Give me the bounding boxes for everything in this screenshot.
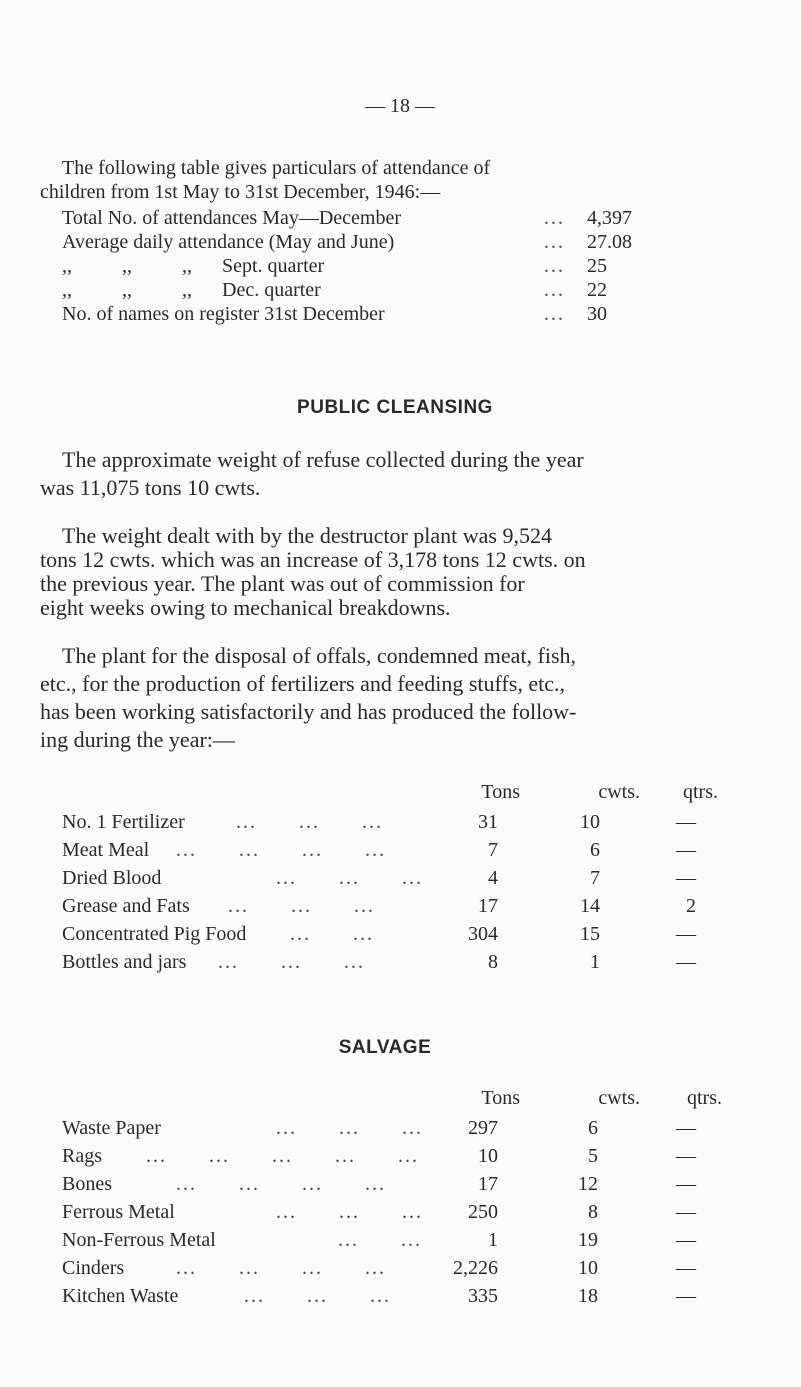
leader-dots: ... ... ... [228, 895, 375, 917]
attendance-intro-line1: The following table gives particulars of attendance of [62, 157, 491, 179]
leader-dots: ... ... ... ... [176, 839, 386, 861]
table-cell-tons: 304 [468, 923, 498, 945]
table-cell-qtrs: — [676, 811, 696, 833]
table-cell-qtrs: — [676, 1201, 696, 1223]
table-cell-tons: 10 [478, 1145, 498, 1167]
table-row-item: Waste Paper [62, 1117, 161, 1139]
table-cell-cwts: 10 [578, 1257, 598, 1279]
cleansing-para1-line1: The approximate weight of refuse collected during the year [62, 447, 584, 472]
leader-dots: ... ... ... [276, 1201, 423, 1223]
cleansing-para2-line3: the previous year. The plant was out of commission for [40, 571, 525, 596]
table-cell-qtrs: — [676, 1173, 696, 1195]
leader-dots: ... ... ... ... ... [146, 1145, 419, 1167]
attendance-row-label: ,, ,, ,, Sept. quarter [62, 255, 325, 277]
cleansing-para2-line4: eight weeks owing to mechanical breakdowns. [40, 595, 451, 620]
attendance-row-value: 25 [587, 255, 607, 277]
leader-dots: ... ... ... ... [176, 1257, 386, 1279]
cleansing-para3-line1: The plant for the disposal of offals, condemned meat, fish, [62, 643, 577, 668]
attendance-row-label: Average daily attendance (May and June) [62, 231, 395, 253]
leader-dots: ... [544, 231, 565, 253]
table-cell-qtrs: — [676, 1229, 696, 1251]
leader-dots: ... ... ... ... [176, 1173, 386, 1195]
table-row-item: Concentrated Pig Food [62, 923, 247, 945]
section-heading-public-cleansing: PUBLIC CLEANSING [297, 397, 493, 418]
table-cell-cwts: 6 [590, 839, 600, 861]
cleansing-para3-line4: ing during the year:— [40, 727, 235, 752]
table-row-item: No. 1 Fertilizer [62, 811, 185, 833]
column-header-qtrs: qtrs. [683, 781, 718, 803]
cleansing-para1-line2: was 11,075 tons 10 cwts. [40, 475, 261, 500]
cleansing-para3-line2: etc., for the production of fertilizers and feeding stuffs, etc., [40, 671, 565, 696]
cleansing-para2-line2: tons 12 cwts. which was an increase of 3,178 tons 12 cwts. on [40, 547, 586, 572]
attendance-row-value: 22 [587, 279, 607, 301]
column-header-tons: Tons [481, 781, 520, 803]
table-cell-tons: 17 [478, 895, 498, 917]
leader-dots: ... [544, 303, 565, 325]
table-cell-qtrs: — [676, 1285, 696, 1307]
table-row-item: Cinders [62, 1257, 125, 1279]
table-cell-tons: 17 [478, 1173, 498, 1195]
table-cell-cwts: 15 [580, 923, 600, 945]
table-cell-cwts: 5 [588, 1145, 598, 1167]
table-cell-cwts: 1 [590, 951, 600, 973]
attendance-row-value: 30 [587, 303, 607, 325]
table-cell-tons: 31 [478, 811, 498, 833]
column-header-tons: Tons [481, 1087, 520, 1109]
table-row-item: Kitchen Waste [62, 1285, 179, 1307]
table-row-item: Bottles and jars [62, 951, 187, 973]
leader-dots: ... ... ... [276, 867, 423, 889]
leader-dots: ... [544, 207, 565, 229]
table-cell-cwts: 7 [590, 867, 600, 889]
table-cell-qtrs: — [676, 867, 696, 889]
attendance-intro-line2: children from 1st May to 31st December, 1946:— [40, 181, 441, 203]
table-cell-cwts: 19 [578, 1229, 598, 1251]
table-row-item: Ferrous Metal [62, 1201, 175, 1223]
table-cell-tons: 1 [488, 1229, 498, 1251]
column-header-qtrs: qtrs. [687, 1087, 722, 1109]
table-row-item: Bones [62, 1173, 112, 1195]
table-cell-cwts: 10 [580, 811, 600, 833]
attendance-row-value: 27.08 [587, 231, 632, 253]
table-row-item: Dried Blood [62, 867, 162, 889]
leader-dots: ... ... [338, 1229, 422, 1251]
table-cell-cwts: 14 [580, 895, 600, 917]
table-cell-tons: 250 [468, 1201, 498, 1223]
page-number: — 18 — [365, 95, 435, 117]
table-cell-tons: 8 [488, 951, 498, 973]
attendance-row-label: No. of names on register 31st December [62, 303, 385, 325]
leader-dots: ... ... ... [244, 1285, 391, 1307]
table-row-item: Non-Ferrous Metal [62, 1229, 216, 1251]
cleansing-para2-line1: The weight dealt with by the destructor plant was 9,524 [62, 523, 552, 548]
attendance-row-value: 4,397 [587, 207, 632, 229]
table-cell-tons: 2,226 [453, 1257, 498, 1279]
cleansing-para3-line3: has been working satisfactorily and has produced the follow- [40, 699, 577, 724]
leader-dots: ... ... ... [276, 1117, 423, 1139]
section-heading-salvage: SALVAGE [338, 1037, 432, 1058]
table-cell-tons: 335 [468, 1285, 498, 1307]
table-cell-tons: 7 [488, 839, 498, 861]
table-cell-cwts: 18 [578, 1285, 598, 1307]
attendance-row-label: ,, ,, ,, Dec. quarter [62, 279, 321, 301]
leader-dots: ... [544, 255, 565, 277]
column-header-cwts: cwts. [598, 781, 640, 803]
table-row-item: Rags [62, 1145, 102, 1167]
table-cell-qtrs: — [676, 951, 696, 973]
table-cell-qtrs: — [676, 1257, 696, 1279]
leader-dots: ... ... ... [218, 951, 365, 973]
table-row-item: Grease and Fats [62, 895, 190, 917]
table-cell-qtrs: 2 [686, 895, 696, 917]
table-cell-cwts: 8 [588, 1201, 598, 1223]
table-cell-tons: 297 [468, 1117, 498, 1139]
leader-dots: ... [544, 279, 565, 301]
leader-dots: ... ... ... [236, 811, 383, 833]
table-cell-qtrs: — [676, 839, 696, 861]
table-cell-cwts: 6 [588, 1117, 598, 1139]
table-cell-qtrs: — [676, 923, 696, 945]
leader-dots: ... ... [290, 923, 374, 945]
column-header-cwts: cwts. [598, 1087, 640, 1109]
table-row-item: Meat Meal [62, 839, 150, 861]
table-cell-cwts: 12 [578, 1173, 598, 1195]
attendance-row-label: Total No. of attendances May—December [62, 207, 402, 229]
table-cell-qtrs: — [676, 1145, 696, 1167]
table-cell-qtrs: — [676, 1117, 696, 1139]
table-cell-tons: 4 [488, 867, 498, 889]
